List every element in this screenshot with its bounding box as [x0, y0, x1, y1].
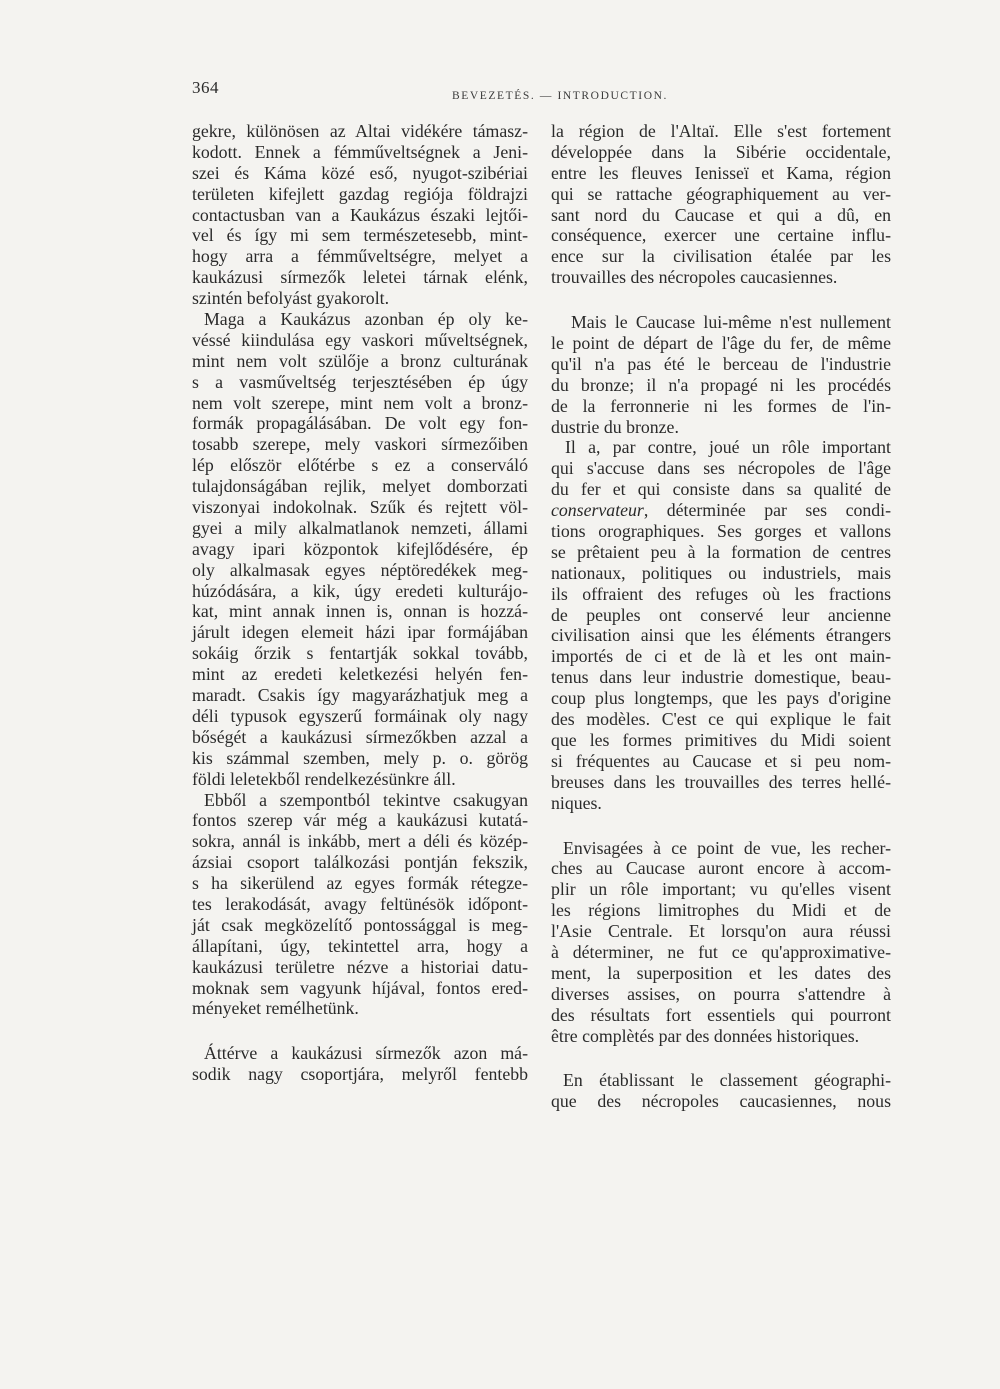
text-line: szei és Káma közé eső, nyugot-szibériai — [192, 162, 528, 183]
text-line: kat, mint annak innen is, onnan is hozzá- — [192, 601, 528, 622]
text-line: avagy ipari központok kifejlődésére, ép — [192, 538, 528, 559]
text-line: du fer et qui consiste dans sa qualité de — [551, 479, 891, 500]
text-line: qu'il n'a pas été le berceau de l'industrie — [551, 353, 891, 374]
text-line: maradt. Csakis így magyarázhatjuk meg a — [192, 685, 528, 706]
text-line: kis számmal szemben, mely p. o. görög — [192, 747, 528, 768]
text-line: de peuples ont conservé leur ancienne — [551, 604, 891, 625]
text-line: conséquence, exercer une certaine influ- — [551, 225, 891, 246]
text-line: coup plus longtemps, que les pays d'origine — [551, 688, 891, 709]
text-line: entre les fleuves Ienisseï et Kama, région — [551, 162, 891, 183]
text-line: kaukázusi sírmezők leletei tárnak elénk, — [192, 267, 528, 288]
text-line: breuses dans les trouvailles des terres hellé- — [551, 771, 891, 792]
text-line: Maga a Kaukázus azonban ép oly ke- — [204, 309, 528, 330]
text-line: ils offraient des refuges où les fractions — [551, 583, 891, 604]
text-line: lép először előtérbe s ez a conserváló — [192, 455, 528, 476]
text-line: ment, la superposition et les dates des — [551, 962, 891, 983]
text-line: tions orographiques. Ses gorges et vallons — [551, 521, 891, 542]
text-line: Il a, par contre, joué un rôle important — [565, 437, 891, 458]
text-line: véssé kiindulása egy vaskori műveltségnek, — [192, 329, 528, 350]
text-line: kaukázusi területre nézve a historiai datu- — [192, 956, 528, 977]
text-line: tulajdonságában rejlik, melyet domborzati — [192, 476, 528, 497]
text-line: Envisagées à ce point de vue, les recher- — [563, 837, 891, 858]
left-column-hungarian — [192, 121, 528, 1085]
text-line: des résultats fort essentiels qui pourront — [551, 1004, 891, 1025]
text-line: sant nord du Caucase et qui a dû, en — [551, 204, 891, 225]
text-line — [551, 500, 891, 521]
text-line: que des nécropoles caucasiennes, nous — [551, 1091, 891, 1112]
text-line: állapítani, úgy, tekintettel arra, hogy a — [192, 935, 528, 956]
text-line: les régions limitrophes du Midi et de — [551, 900, 891, 921]
text-line: ját csak megközelítő pontossággal is meg- — [192, 914, 528, 935]
text-line: En établissant le classement géographi- — [563, 1070, 891, 1091]
text-line: területen kifejlett gazdag regiója földrajzi — [192, 183, 528, 204]
text-line: húzódására, a kik, úgy eredeti kulturájo- — [192, 580, 528, 601]
text-line: se prêtaient peu à la formation de centres — [551, 541, 891, 562]
italic-term: conservateur — [551, 500, 644, 521]
text-line: mint nem volt szülője a bronz culturának — [192, 350, 528, 371]
text-line: nem volt szerepe, mint nem volt a bronz- — [192, 392, 528, 413]
text-line: être complètés par des données historiques. — [551, 1025, 860, 1046]
text-line: fontos szerep vár még a kaukázusi kutatá- — [192, 810, 528, 831]
text-line: diverses assises, on pourra s'attendre à — [551, 983, 891, 1004]
text-line: Mais le Caucase lui-même n'est nullement — [571, 312, 891, 333]
text-line: civilisation ainsi que les éléments étrangers — [551, 625, 891, 646]
text-line: szintén befolyást gyakorolt. — [192, 288, 390, 309]
text-line: contactusban van a Kaukázus északi lejtői- — [192, 204, 528, 225]
text-line: sokáig őrzik s fentartják sokkal tovább, — [192, 643, 528, 664]
right-column-french — [551, 121, 891, 1112]
text-line: mint az eredeti keletkezési helyén fen- — [192, 664, 528, 685]
text-line: que les formes primitives du Midi soient — [551, 729, 891, 750]
text-fragment: , déterminée par ses condi- — [643, 500, 891, 521]
text-line: gekre, különösen az Altai vidékére támasz- — [192, 121, 528, 141]
running-head: BEVEZETÉS. — INTRODUCTION. — [452, 90, 668, 102]
text-line: ázsiai csoport találkozási pontján fekszik, — [192, 852, 528, 873]
text-line: l'Asie Centrale. Et lorsqu'on aura réussi — [551, 921, 891, 942]
text-line: développée dans la Sibérie occidentale, — [551, 141, 891, 162]
text-line: du bronze; il n'a propagé ni les procédés — [551, 374, 891, 395]
text-line: moknak sem vagyunk híjával, fontos ered- — [192, 977, 528, 998]
text-line: s ha sikerülend az egyes formák rétegze- — [192, 873, 528, 894]
text-line: des modèles. C'est ce qui explique le fait — [551, 709, 891, 730]
text-line: tes lerakodását, avagy feltünésök időpont- — [192, 893, 528, 914]
text-line: si fréquentes au Caucase et si peu nom- — [551, 750, 891, 771]
text-line: hogy arra a fémműveltségre, melyet a — [192, 246, 528, 267]
text-line: Áttérve a kaukázusi sírmezők azon má- — [204, 1043, 528, 1064]
text-line: járult idegen elemeit házi ipar formájában — [192, 622, 528, 643]
text-line: oly alkalmasak egyes néptöredékek meg- — [192, 559, 528, 580]
text-line: vel és így mi sem természetesebb, mint- — [192, 225, 528, 246]
text-line: importés de ci et de là et les ont main- — [551, 646, 891, 667]
text-line: déli typusok egyszerű formáinak oly nagy — [192, 705, 528, 726]
text-line: de la ferronnerie ni les formes de l'in- — [551, 395, 891, 416]
text-line: s a vasműveltség terjesztésében ép úgy — [192, 371, 528, 392]
text-line: kodott. Ennek a fémműveltségnek a Jeni- — [192, 141, 528, 162]
text-line: gyei a mily alkalmatlanok nemzeti, állami — [192, 517, 528, 538]
text-line: tosabb szerepe, mely vaskori sírmezőiben — [192, 434, 528, 455]
text-line: la région de l'Altaï. Elle s'est fortement — [551, 121, 891, 141]
text-line: ményeket remélhetünk. — [192, 998, 359, 1019]
text-line: à déterminer, ne fut ce qu'approximative- — [551, 941, 891, 962]
text-line: nationaux, politiques ou industriels, mais — [551, 562, 891, 583]
text-line: formák propagálásában. De volt egy fon- — [192, 413, 528, 434]
text-line: dustrie du bronze. — [551, 416, 679, 437]
text-line: plir un rôle important; vu qu'elles visent — [551, 879, 891, 900]
text-line: qui s'accuse dans ses nécropoles de l'âge — [551, 458, 891, 479]
page-number: 364 — [192, 78, 219, 97]
text-line: trouvailles des nécropoles caucasiennes. — [551, 267, 838, 288]
text-line: bőségét a kaukázusi sírmezőkben azzal a — [192, 726, 528, 747]
text-line: ches au Caucase auront encore à accom- — [551, 858, 891, 879]
text-line: le point de départ de l'âge du fer, de même — [551, 333, 891, 354]
text-line: viszonyai indokolnak. Szűk és rejtett völ- — [192, 497, 528, 518]
text-line: ence sur la civilisation étalée par les — [551, 246, 891, 267]
text-line: niques. — [551, 792, 602, 813]
text-line: sodik nagy csoportjára, melyről fentebb — [192, 1064, 528, 1085]
text-line: qui se rattache géographiquement au ver- — [551, 183, 891, 204]
text-line: tenus dans leur industrie domestique, beau- — [551, 667, 891, 688]
text-line: földi leletekből rendelkezésünkre áll. — [192, 768, 456, 789]
text-line: Ebből a szempontból tekintve csakugyan — [204, 789, 528, 810]
text-line: sokra, annál is inkább, mert a déli és közép- — [192, 831, 528, 852]
